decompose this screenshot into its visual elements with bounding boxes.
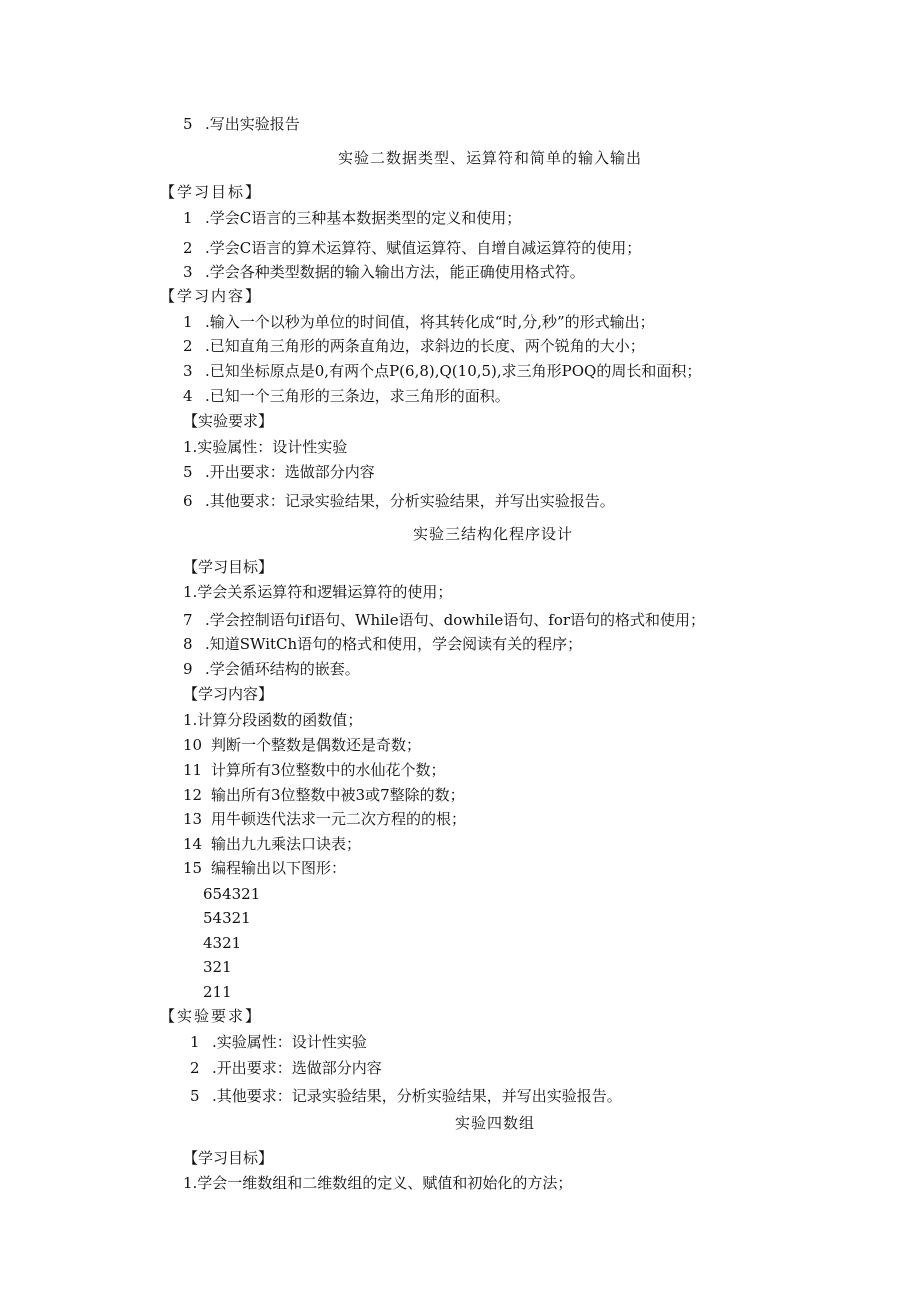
item-text: .学会C语言的三种基本数据类型的定义和使用； [205, 209, 522, 227]
item-text: .学会各种类型数据的输入输出方法，能正确使用格式符。 [205, 263, 585, 281]
list-item [183, 735, 421, 755]
item-text: .学会控制语句if语句、While语句、dowhile语句、for语句的格式和使用； [205, 611, 706, 629]
item-text: .开出要求：选做部分内容 [212, 1059, 382, 1077]
item-text: .学会循环结构的嵌套。 [205, 660, 360, 678]
item-number: 1 [183, 313, 193, 331]
item-text: .已知一个三角形的三条边，求三角形的面积。 [205, 387, 510, 405]
item-number: 5 [183, 115, 193, 133]
list-item [183, 361, 701, 381]
list-item [183, 208, 521, 228]
item-number: 2 [183, 337, 193, 355]
item-text: .写出实验报告 [205, 115, 300, 133]
item-number: 10 [183, 736, 203, 754]
list-item [183, 262, 585, 282]
section-heading: 【学习目标】 [183, 558, 274, 576]
list-item [183, 785, 465, 805]
list-item [190, 1058, 382, 1078]
item-number: 5 [190, 1087, 200, 1105]
list-item [190, 1086, 622, 1106]
item-number: 1 [190, 1033, 200, 1051]
list-item: 1.计算分段函数的函数值； [183, 711, 363, 729]
item-number: 5 [183, 463, 193, 481]
item-number: 8 [183, 635, 193, 653]
section-heading: 【实验要求】 [183, 412, 274, 430]
item-text: .学会C语言的算术运算符、赋值运算符、自增自减运算符的使用； [205, 239, 642, 257]
list-item [183, 834, 361, 854]
list-item: 1.学会关系运算符和逻辑运算符的使用； [183, 583, 453, 601]
item-number: 1 [183, 209, 193, 227]
list-item [183, 610, 705, 630]
list-item [183, 462, 375, 482]
list-item: 1.学会一维数组和二维数组的定义、赋值和初始化的方法； [183, 1174, 573, 1192]
section-heading: 【实验要求】 [160, 1007, 263, 1025]
list-item [183, 491, 615, 511]
item-number: 4 [183, 387, 193, 405]
list-item [183, 312, 655, 332]
section-heading: 【学习内容】 [183, 685, 274, 703]
item-number: 12 [183, 786, 203, 804]
section-heading: 【学习目标】 [183, 1149, 274, 1167]
item-number: 13 [183, 810, 203, 828]
item-text: 输出九九乘法口诀表； [211, 835, 362, 853]
section-title: 实验二数据类型、运算符和简单的输入输出 [338, 149, 643, 167]
item-number: 7 [183, 611, 193, 629]
list-item [183, 114, 300, 134]
list-item [183, 238, 641, 258]
item-number: 2 [183, 239, 193, 257]
item-text: .开出要求：选做部分内容 [205, 463, 375, 481]
item-text: .已知坐标原点是0,有两个点P(6,8),Q(10,5),求三角形POQ的周长和面积； [205, 362, 702, 380]
item-number: 2 [190, 1059, 200, 1077]
item-number: 9 [183, 660, 193, 678]
item-text: .已知直角三角形的两条直角边，求斜边的长度、两个锐角的大小； [205, 337, 645, 355]
pattern-line: 321 [203, 958, 232, 976]
list-item [183, 386, 510, 406]
pattern-line: 4321 [203, 934, 242, 952]
item-text: 编程输出以下图形： [211, 859, 347, 877]
list-item [183, 809, 466, 829]
item-number: 6 [183, 492, 193, 510]
list-item [183, 634, 582, 654]
pattern-line: 654321 [203, 885, 261, 903]
item-number: 11 [183, 761, 203, 779]
item-text: 计算所有3位整数中的水仙花个数； [211, 761, 446, 779]
list-item [183, 858, 346, 878]
item-number: 15 [183, 859, 203, 877]
item-text: .输入一个以秒为单位的时间值，将其转化成“时,分,秒”的形式输出； [205, 313, 655, 331]
list-item [183, 659, 360, 679]
list-item [183, 336, 645, 356]
item-text: 用牛顿迭代法求一元二次方程的的根； [211, 810, 467, 828]
section-heading: 【学习目标】 [160, 183, 263, 201]
item-number: 3 [183, 263, 193, 281]
item-text: .知道SWitCh语句的格式和使用，学会阅读有关的程序； [205, 635, 583, 653]
item-text: .实验属性：设计性实验 [212, 1033, 367, 1051]
item-text: .其他要求：记录实验结果，分析实验结果，并写出实验报告。 [205, 492, 615, 510]
list-item: 1.实验属性：设计性实验 [183, 438, 348, 456]
item-number: 3 [183, 362, 193, 380]
pattern-line: 54321 [203, 909, 251, 927]
list-item [190, 1032, 367, 1052]
item-number: 14 [183, 835, 203, 853]
section-title: 实验三结构化程序设计 [413, 525, 574, 543]
item-text: 输出所有3位整数中被3或7整除的数； [211, 786, 465, 804]
list-item [183, 760, 446, 780]
item-text: .其他要求：记录实验结果，分析实验结果，并写出实验报告。 [212, 1087, 622, 1105]
pattern-line: 211 [203, 983, 232, 1001]
section-title: 实验四数组 [455, 1114, 536, 1132]
section-heading: 【学习内容】 [160, 287, 263, 305]
item-text: 判断一个整数是偶数还是奇数； [211, 736, 422, 754]
